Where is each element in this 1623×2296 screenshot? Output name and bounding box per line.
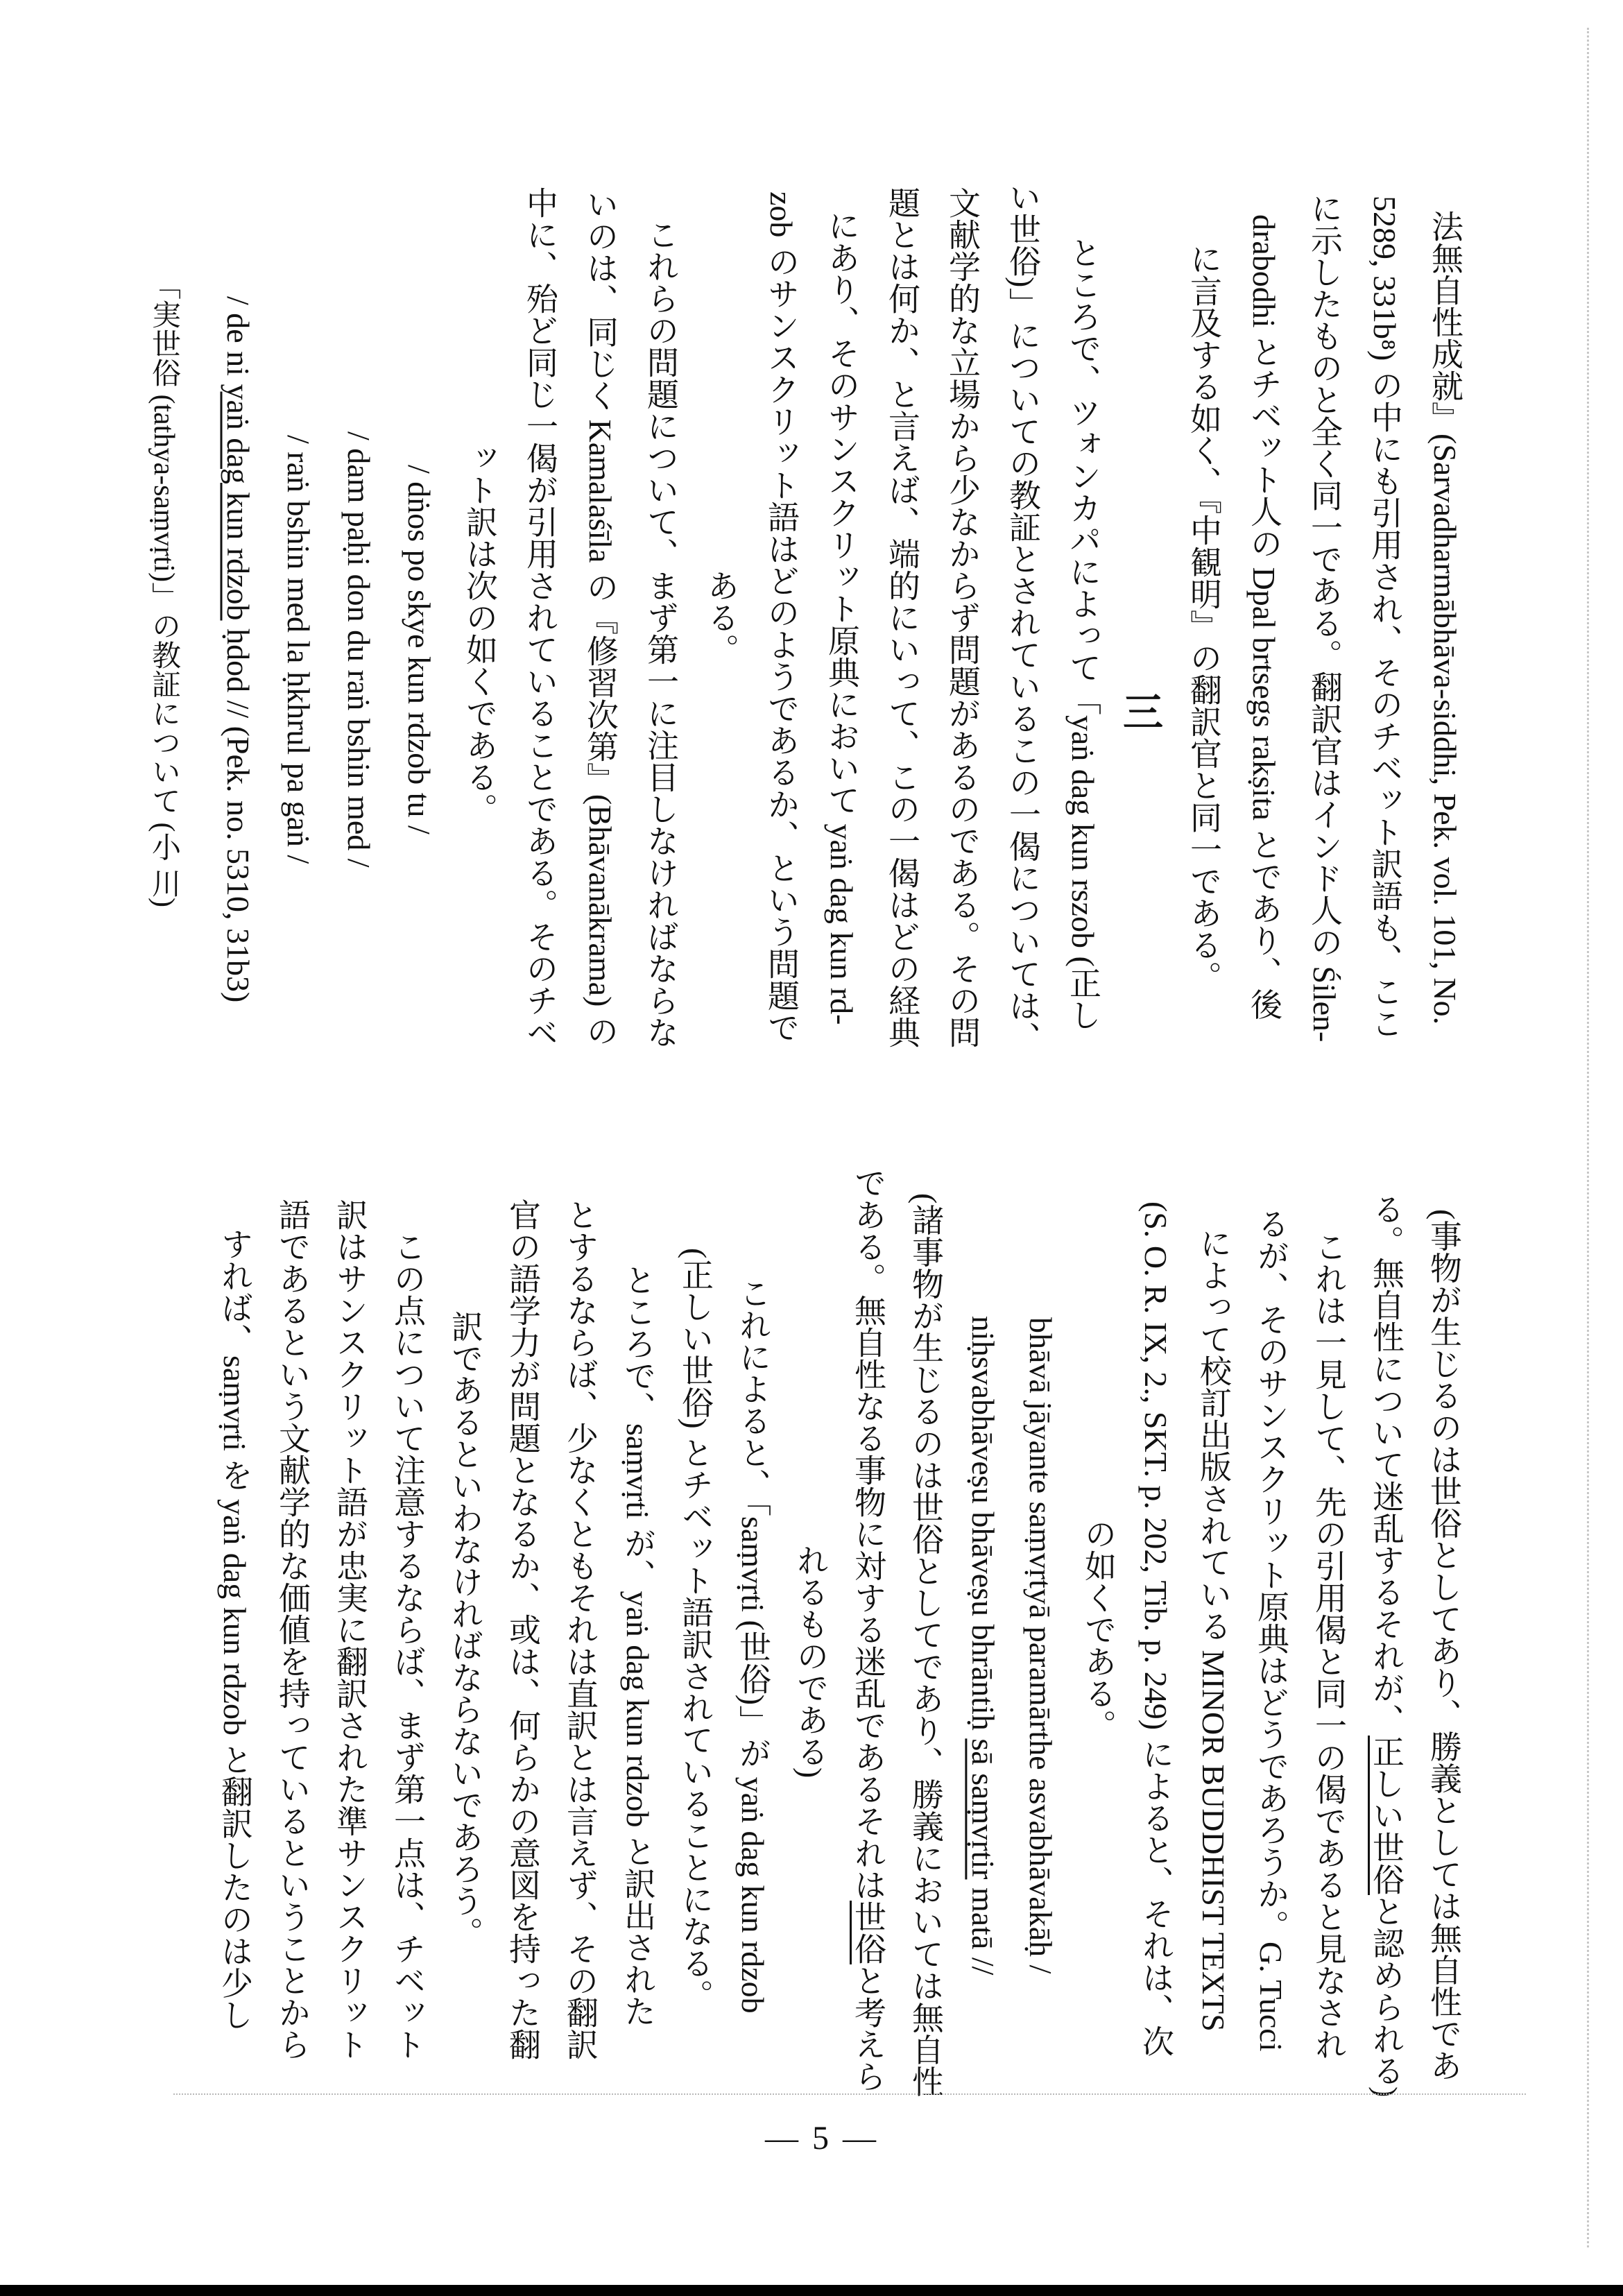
text-line (1229, 1168, 1287, 2091)
verse-line (941, 1168, 999, 2091)
line-text: 法無自性成就』(Sarvadharmābhāva-siddhi, Pek. vol. 101, No. (1427, 209, 1463, 1025)
section-number: 三 (1117, 691, 1162, 731)
line-text (941, 1316, 999, 1975)
text-line (1402, 1168, 1459, 2091)
line-text: 文献学的な立場から少なからず問題があるのである。その問 (945, 187, 980, 1048)
text-line (1280, 173, 1340, 1061)
text-segment: である。無自性なる事物に対する迷乱であるそれは (850, 1167, 886, 1901)
text-line (435, 173, 495, 1061)
line-text: い世俗)」についての教証とされているこの一偈については、 (1005, 181, 1040, 1054)
line-text: この点について注意するならば、まず第一点は、チベット (390, 1231, 425, 2060)
line-text (826, 1167, 884, 2092)
text-line (1159, 173, 1219, 1061)
verse-line (999, 1168, 1056, 2091)
line-text: に言及する如く、『中観明』の翻訳官と同一である。 (1186, 242, 1221, 993)
line-text: drabodhi とチベット人の Dpal brtsegs rakṣita とであり、後 (1246, 214, 1282, 1020)
text-line (884, 1168, 943, 2098)
text-line (1344, 1168, 1404, 2098)
line-text: (事物が生じるのは世俗としてあり、勝義としては無自性であ (1426, 1209, 1461, 2082)
line-text: いのは、同じく Kamalaśīla の『修習次第』(Bhāvanākrama) の (583, 188, 618, 1047)
text-line (857, 173, 918, 1061)
text-segment: niḥsvabhāveṣu bhāveṣu bhrāntiḥ (965, 1315, 1001, 1739)
text-line (1340, 173, 1400, 1061)
line-text: に示したものと全く同一である。翻訳官はインド人の Śilen- (1307, 192, 1342, 1043)
line-text: 官の語学力が問題となるか、或は、何らかの意図を持った翻 (505, 1199, 540, 2060)
line-text: 題とは何か、と言えば、端的にいって、この一偈はどの経典 (884, 187, 920, 1048)
text-segment: / de ni (221, 295, 256, 384)
line-text: ところで、saṃvṛti が、yaṅ dag kun rdzob と訳出された (620, 1263, 655, 2028)
text-line (481, 1168, 538, 2091)
scan-bottom-border (0, 2285, 1623, 2296)
text-line (366, 1168, 423, 2091)
line-text: bhāvā jāyante saṃvṛtyā paramārthe asvabhāvakāḥ / (1023, 1317, 1058, 1974)
line-text: の如くである。 (1081, 1518, 1116, 1741)
line-text: 5289, 331b⁸) の中にも引用され、そのチベット訳語も、ここ (1367, 196, 1402, 1039)
text-line (737, 173, 797, 1061)
text-line (1114, 1168, 1174, 2091)
text-line (616, 173, 676, 1061)
verse-line (375, 173, 435, 1061)
line-text: にあり、そのサンスクリット原典において yaṅ dag kun rd- (824, 209, 859, 1025)
verse-line (194, 173, 254, 1061)
underlined-term: 正しい世俗 (1368, 1736, 1404, 1896)
line-text: これによると、「saṃvṛti (世俗)」が yaṅ dag kun rdzob (735, 1277, 771, 2014)
line-text: ところで、ツォンカパによって「yaṅ dag kun rszob (正し (1065, 236, 1101, 1031)
line-text: ット訳は次の如くである。 (462, 442, 497, 825)
line-text: れるものである) (793, 1544, 828, 1779)
text-segment: と考えら (850, 1964, 886, 2092)
text-line (676, 173, 737, 1061)
line-text (1344, 1193, 1402, 2097)
line-text: すれば、saṃvṛti を yaṅ dag kun rdzob と翻訳したのは少し (217, 1228, 252, 2031)
text-line (596, 1168, 653, 2091)
line-text: これは一見して、先の引用偈と同一の偈であると見なされ (1311, 1231, 1346, 2060)
text-line (250, 1168, 308, 2091)
text-line (538, 1168, 596, 2091)
line-text: / raṅ bshin med la ḥkhrul pa gaṅ / (281, 434, 316, 864)
text-line (711, 1168, 771, 2091)
text-line (1038, 173, 1099, 1061)
text-segment: と認められる) (1368, 1895, 1404, 2098)
text-line (978, 173, 1038, 1061)
verse-line (314, 173, 375, 1061)
underlined-term: 世俗 (850, 1901, 886, 1964)
line-text: 訳はサンスクリット語が忠実に翻訳された準サンスクリット (332, 1199, 368, 2060)
text-line (556, 173, 616, 1061)
text-line (797, 173, 857, 1061)
line-text: / dam paḥi don du raṅ bshin med / (341, 431, 377, 868)
scan-edge-noise (1587, 28, 1589, 2247)
line-text: とするならば、少なくともそれは直訳とは言えず、その翻訳 (563, 1199, 598, 2060)
text-line (193, 1168, 250, 2091)
underlined-term: sā saṃvṛtir (965, 1738, 1001, 1880)
text-line (1056, 1168, 1114, 2091)
scan-dotted-line (173, 2093, 1526, 2095)
line-text: 語であるという文献学的な価値を持っているということから (275, 1199, 310, 2060)
line-text (194, 296, 254, 1002)
text-line (1287, 1168, 1344, 2091)
text-line (653, 1168, 711, 2091)
text-segment: る。無自性について迷乱するそれが、 (1368, 1193, 1404, 1736)
text-segment: ḥdod // (Pek. no. 5310, 31b3) (221, 620, 256, 1003)
text-line (1400, 173, 1461, 1061)
line-text: zob のサンスクリット語はどのようであるか、という問題で (764, 191, 799, 1043)
running-header: 「実世俗 (tathya-saṃvṛti)」の教証について (小 川) (148, 271, 180, 908)
line-text: ある。 (703, 569, 739, 665)
upper-tier (219, 173, 1461, 1061)
lower-tier (194, 1167, 1461, 2098)
line-text: / dṅos po skye kun rdzob tu / (402, 464, 437, 834)
text-segment: matā // (965, 1879, 1001, 1976)
line-text: るが、そのサンスクリット原典はどうであろうか。G. Tucci (1253, 1207, 1289, 2052)
line-text: 中に、殆ど同じ一偈が引用されていることである。そのチベ (522, 187, 558, 1048)
text-line (308, 1168, 366, 2091)
section-heading (1099, 173, 1162, 1061)
text-line (495, 173, 556, 1061)
line-text: 訳であるといわなければならないであろう。 (447, 1310, 483, 1948)
line-text: これらの問題について、まず第一に注目しなければならな (643, 219, 678, 1048)
underlined-term: yaṅ dag kun rdzob (221, 384, 256, 621)
line-text: によって校訂出版されている MINOR BUDDHIST TEXTS (1196, 1227, 1231, 2032)
text-line (423, 1168, 481, 2091)
text-line (1171, 1168, 1229, 2091)
text-line (918, 173, 978, 1061)
line-text: (正しい世俗) とチベット語訳されていることになる。 (678, 1247, 713, 2012)
verse-line (254, 173, 314, 1061)
text-line (768, 1168, 826, 2091)
text-line (1219, 173, 1280, 1061)
line-text: (S. O. R. IX, 2., SKT. p. 202, Tib. p. 249) によると、それは、次 (1138, 1201, 1174, 2057)
text-line (826, 1168, 884, 2091)
page-number: — 5 — (765, 2120, 879, 2157)
line-text: (諸事物が生じるのは世俗としてであり、勝義においては無自性 (908, 1193, 943, 2098)
